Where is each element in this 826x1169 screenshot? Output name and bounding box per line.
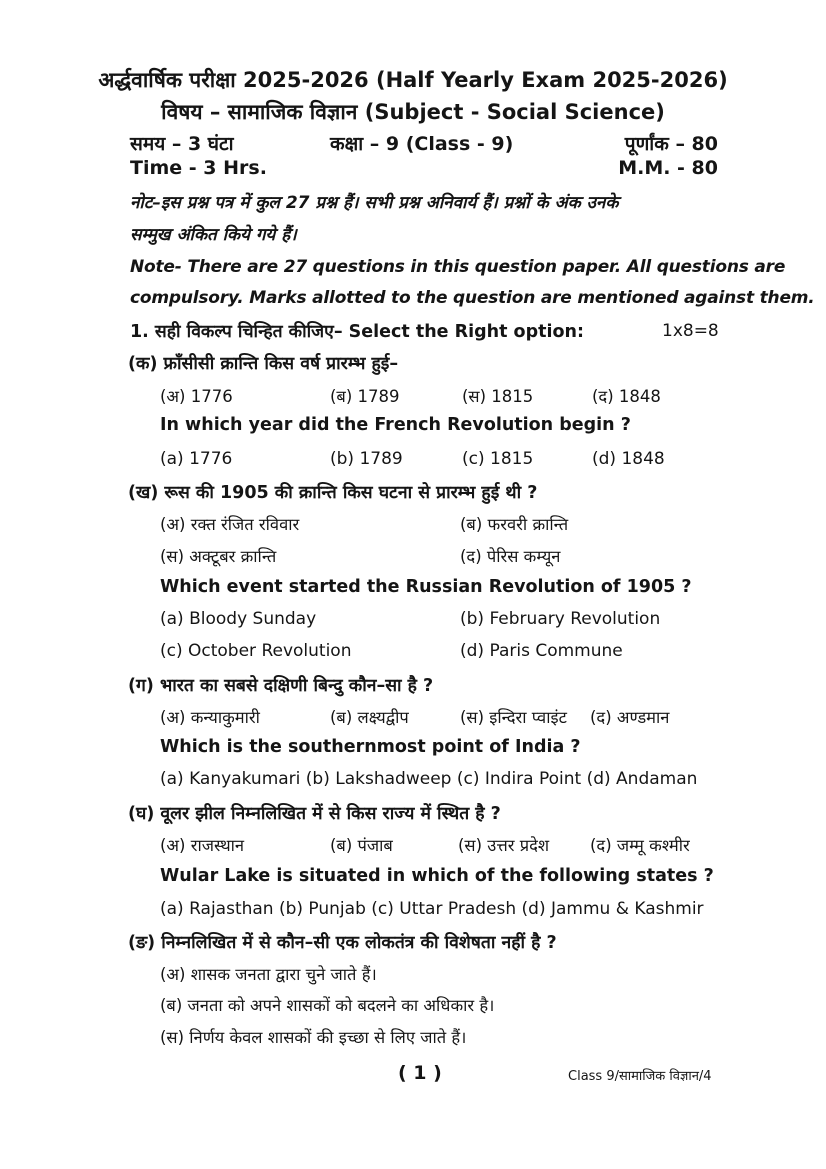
option-a-hi: (अ) कन्याकुमारी	[160, 708, 260, 727]
option-c-hi: (स) उत्तर प्रदेश	[458, 836, 550, 855]
paper-code: Class 9/सामाजिक विज्ञान/4	[568, 1069, 712, 1084]
option-d-hi: (द) अण्डमान	[590, 708, 670, 727]
exam-title: अर्द्धवार्षिक परीक्षा 2025-2026 (Half Yearly Exam 2025-2026)	[98, 68, 728, 92]
option-a-hi: (अ) राजस्थान	[160, 836, 245, 855]
option-b-hi: (ब) 1789	[330, 387, 400, 406]
question-kha-english: Which event started the Russian Revolution of 1905 ?	[160, 577, 692, 597]
question-ga-hindi: (ग) भारत का सबसे दक्षिणी बिन्दु कौन–सा है ?	[128, 676, 434, 696]
option-d-hi: (द) 1848	[592, 387, 661, 406]
option-b-hi: (ब) फरवरी क्रान्ति	[460, 515, 569, 534]
option-b-hi: (ब) जनता को अपने शासकों को बदलने का अधिकार है।	[160, 996, 495, 1015]
option-d-hi: (द) जम्मू कश्मीर	[590, 836, 690, 855]
question-gha-hindi: (घ) वूलर झील निम्नलिखित में से किस राज्य में स्थित है ?	[128, 804, 501, 824]
question-ka-english: In which year did the French Revolution begin ?	[160, 415, 631, 435]
note-english-line2: compulsory. Marks allotted to the question are mentioned against them.	[130, 288, 815, 308]
time-hi: समय – 3 घंटा	[130, 133, 234, 155]
max-marks-hi: पूर्णांक – 80	[624, 133, 718, 155]
option-c-en: (c) October Revolution	[160, 641, 352, 661]
options-en-line: (a) Rajasthan (b) Punjab (c) Uttar Pradesh (d) Jammu & Kashmir	[160, 899, 704, 919]
option-a-en: (a) 1776	[160, 449, 233, 469]
option-c-hi: (स) निर्णय केवल शासकों की इच्छा से लिए जाते हैं।	[160, 1028, 467, 1047]
option-c-hi: (स) अक्टूबर क्रान्ति	[160, 547, 277, 566]
question-ga-english: Which is the southernmost point of India ?	[160, 737, 581, 757]
page-number: ( 1 )	[398, 1062, 442, 1084]
max-marks-en: M.M. - 80	[618, 157, 718, 179]
option-a-en: (a) Bloody Sunday	[160, 609, 317, 629]
note-hindi-line2: सम्मुख अंकित किये गये हैं।	[130, 225, 297, 245]
option-b-hi: (ब) लक्ष्यद्वीप	[330, 708, 409, 727]
question-gha-english: Wular Lake is situated in which of the following states ?	[160, 866, 714, 886]
note-english-line1: Note- There are 27 questions in this question paper. All questions are	[130, 257, 786, 277]
option-c-hi: (स) इन्दिरा प्वाइंट	[460, 708, 567, 727]
option-d-en: (d) Paris Commune	[460, 641, 623, 661]
question-nga-hindi: (ङ) निम्नलिखित में से कौन–सी एक लोकतंत्र की विशेषता नहीं है ?	[128, 933, 557, 953]
option-c-en: (c) 1815	[462, 449, 534, 469]
question-1-marks: 1x8=8	[662, 321, 719, 341]
option-d-hi: (द) पेरिस कम्यून	[460, 547, 561, 566]
question-ka-hindi: (क) फ्राँसीसी क्रान्ति किस वर्ष प्रारम्भ हुई–	[128, 354, 399, 374]
options-en-line: (a) Kanyakumari (b) Lakshadweep (c) Indira Point (d) Andaman	[160, 769, 698, 789]
option-b-en: (b) 1789	[330, 449, 403, 469]
question-kha-hindi: (ख) रूस की 1905 की क्रान्ति किस घटना से प्रारम्भ हुई थी ?	[128, 483, 538, 503]
option-a-hi: (अ) 1776	[160, 387, 233, 406]
time-en: Time - 3 Hrs.	[130, 157, 267, 179]
note-hindi-line1: नोट–इस प्रश्न पत्र में कुल 27 प्रश्न हैं। सभी प्रश्न अनिवार्य हैं। प्रश्नों के अंक उनके	[130, 193, 619, 213]
option-b-hi: (ब) पंजाब	[330, 836, 393, 855]
option-b-en: (b) February Revolution	[460, 609, 661, 629]
question-1-heading: 1. सही विकल्प चिन्हित कीजिए– Select the Right option:	[130, 322, 584, 342]
option-d-en: (d) 1848	[592, 449, 665, 469]
class-label: कक्षा – 9 (Class - 9)	[330, 133, 514, 155]
option-c-hi: (स) 1815	[462, 387, 534, 406]
option-a-hi: (अ) शासक जनता द्वारा चुने जाते हैं।	[160, 965, 377, 984]
option-a-hi: (अ) रक्त रंजित रविवार	[160, 515, 300, 534]
subject-title: विषय – सामाजिक विज्ञान (Subject - Social Science)	[161, 100, 665, 124]
